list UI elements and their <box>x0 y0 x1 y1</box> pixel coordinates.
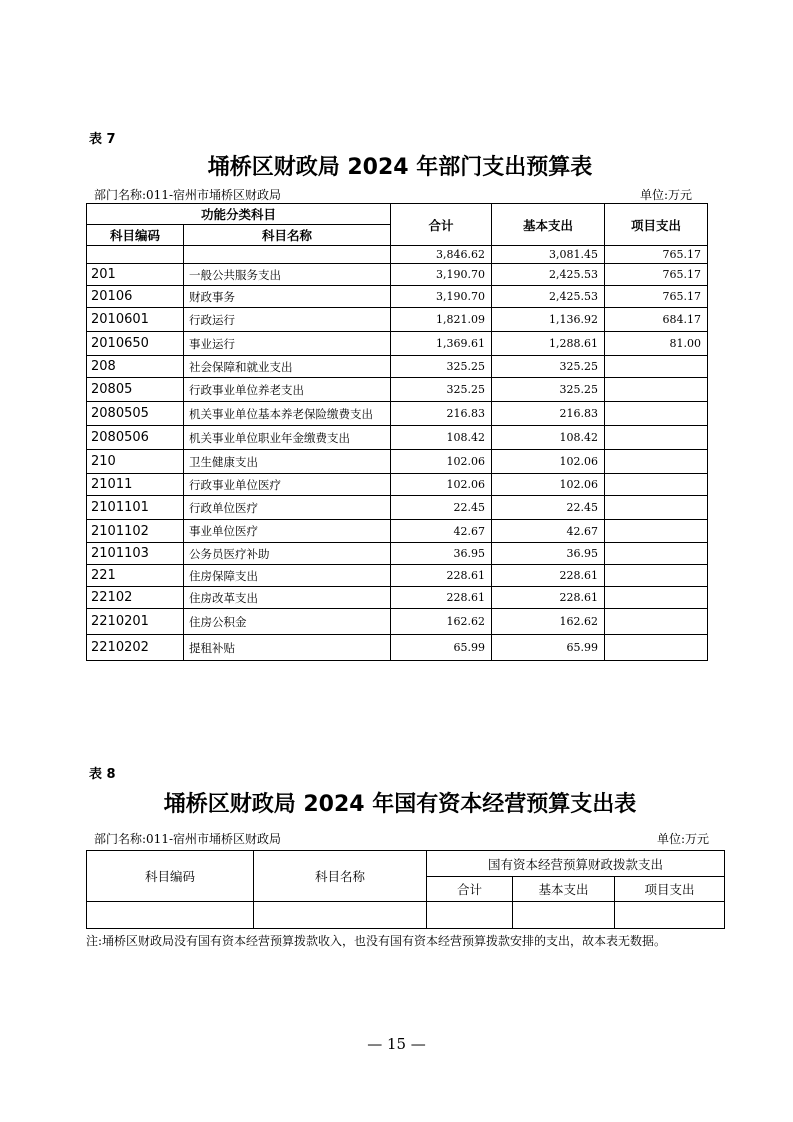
total-cell: 42.67 <box>391 520 492 543</box>
empty-cell <box>513 902 615 929</box>
total-cell: 102.06 <box>391 450 492 474</box>
subject-name-cell: 机关事业单位基本养老保险缴费支出 <box>184 402 391 426</box>
project-expenditure-cell <box>605 450 708 474</box>
total-cell: 3,846.62 <box>391 246 492 264</box>
subject-code-cell: 2080506 <box>87 426 184 450</box>
project-expenditure-cell: 765.17 <box>605 264 708 286</box>
subject-name-cell: 公务员医疗补助 <box>184 543 391 565</box>
project-expenditure-cell <box>605 543 708 565</box>
table-row <box>87 543 708 565</box>
subject-code-cell <box>87 246 184 264</box>
subject-name-cell: 行政单位医疗 <box>184 496 391 520</box>
table-row <box>87 308 708 332</box>
state-capital-expenditure-table <box>86 850 725 929</box>
total-cell: 22.45 <box>391 496 492 520</box>
subject-code-cell: 201 <box>87 264 184 286</box>
basic-expenditure-cell: 228.61 <box>492 587 605 609</box>
project-expenditure-cell <box>605 402 708 426</box>
table7-tag: 表 7 <box>89 132 116 147</box>
table-row <box>87 450 708 474</box>
project-expenditure-cell <box>605 496 708 520</box>
table-row <box>87 356 708 378</box>
basic-expenditure-cell: 22.45 <box>492 496 605 520</box>
subject-name-cell: 提租补贴 <box>184 635 391 661</box>
total-cell: 108.42 <box>391 426 492 450</box>
basic-expenditure-cell: 325.25 <box>492 378 605 402</box>
subject-code-cell: 221 <box>87 565 184 587</box>
basic-expenditure-cell: 2,425.53 <box>492 286 605 308</box>
basic-expenditure-cell: 162.62 <box>492 609 605 635</box>
table7-body <box>87 246 708 661</box>
project-expenditure-cell: 81.00 <box>605 332 708 356</box>
basic-expenditure-cell: 228.61 <box>492 565 605 587</box>
header-basic-expenditure: 基本支出 <box>513 877 615 902</box>
header-subject-code: 科目编码 <box>87 225 184 246</box>
table8-title: 埇桥区财政局 2024 年国有资本经营预算支出表 <box>163 792 637 817</box>
table7-unit: 单位:万元 <box>640 188 693 202</box>
basic-expenditure-cell: 108.42 <box>492 426 605 450</box>
empty-cell <box>254 902 427 929</box>
total-cell: 162.62 <box>391 609 492 635</box>
subject-name-cell: 事业单位医疗 <box>184 520 391 543</box>
table-row <box>87 402 708 426</box>
subject-name-cell: 住房保障支出 <box>184 565 391 587</box>
basic-expenditure-cell: 42.67 <box>492 520 605 543</box>
subject-code-cell: 20106 <box>87 286 184 308</box>
table-row <box>87 264 708 286</box>
total-cell: 36.95 <box>391 543 492 565</box>
project-expenditure-cell <box>605 520 708 543</box>
table-row <box>87 426 708 450</box>
project-expenditure-cell: 684.17 <box>605 308 708 332</box>
table-row <box>87 378 708 402</box>
subject-code-cell: 21011 <box>87 474 184 496</box>
table-row <box>87 496 708 520</box>
header-state-capital-group: 国有资本经营预算财政拨款支出 <box>427 851 725 877</box>
total-cell: 3,190.70 <box>391 264 492 286</box>
subject-name-cell: 一般公共服务支出 <box>184 264 391 286</box>
total-cell: 1,821.09 <box>391 308 492 332</box>
table8-unit: 单位:万元 <box>657 832 710 846</box>
header-subject-name: 科目名称 <box>184 225 391 246</box>
subject-code-cell: 210 <box>87 450 184 474</box>
project-expenditure-cell <box>605 609 708 635</box>
project-expenditure-cell <box>605 587 708 609</box>
basic-expenditure-cell: 3,081.45 <box>492 246 605 264</box>
header-total: 合计 <box>427 877 513 902</box>
subject-code-cell: 2080505 <box>87 402 184 426</box>
total-cell: 102.06 <box>391 474 492 496</box>
project-expenditure-cell <box>605 635 708 661</box>
total-cell: 325.25 <box>391 356 492 378</box>
subject-code-cell: 2101101 <box>87 496 184 520</box>
total-cell: 228.61 <box>391 565 492 587</box>
header-subject-code: 科目编码 <box>87 851 254 902</box>
header-total: 合计 <box>391 204 492 246</box>
subject-code-cell: 2010650 <box>87 332 184 356</box>
subject-code-cell: 2101103 <box>87 543 184 565</box>
basic-expenditure-cell: 2,425.53 <box>492 264 605 286</box>
subject-name-cell: 事业运行 <box>184 332 391 356</box>
table-row <box>87 609 708 635</box>
table8-note: 注:埇桥区财政局没有国有资本经营预算拨款收入，也没有国有资本经营预算拨款安排的支出，故本表无数据。 <box>86 934 667 948</box>
subject-name-cell: 住房改革支出 <box>184 587 391 609</box>
subject-name-cell <box>184 246 391 264</box>
header-basic-expenditure: 基本支出 <box>492 204 605 246</box>
subject-code-cell: 2210202 <box>87 635 184 661</box>
project-expenditure-cell: 765.17 <box>605 286 708 308</box>
total-cell: 65.99 <box>391 635 492 661</box>
total-cell: 228.61 <box>391 587 492 609</box>
basic-expenditure-cell: 65.99 <box>492 635 605 661</box>
table-row <box>87 635 708 661</box>
empty-cell <box>427 902 513 929</box>
subject-name-cell: 社会保障和就业支出 <box>184 356 391 378</box>
header-project-expenditure: 项目支出 <box>605 204 708 246</box>
total-cell: 325.25 <box>391 378 492 402</box>
table-row <box>87 246 708 264</box>
basic-expenditure-cell: 1,136.92 <box>492 308 605 332</box>
budget-expenditure-table <box>86 203 708 661</box>
total-cell: 3,190.70 <box>391 286 492 308</box>
project-expenditure-cell <box>605 378 708 402</box>
table-row <box>87 587 708 609</box>
subject-name-cell: 财政事务 <box>184 286 391 308</box>
table8-department: 部门名称:011-宿州市埇桥区财政局 <box>94 832 282 846</box>
subject-name-cell: 行政事业单位养老支出 <box>184 378 391 402</box>
subject-name-cell: 卫生健康支出 <box>184 450 391 474</box>
basic-expenditure-cell: 102.06 <box>492 450 605 474</box>
subject-code-cell: 22102 <box>87 587 184 609</box>
subject-code-cell: 2101102 <box>87 520 184 543</box>
basic-expenditure-cell: 102.06 <box>492 474 605 496</box>
table-row <box>87 474 708 496</box>
subject-code-cell: 2010601 <box>87 308 184 332</box>
subject-name-cell: 行政运行 <box>184 308 391 332</box>
project-expenditure-cell <box>605 474 708 496</box>
subject-code-cell: 2210201 <box>87 609 184 635</box>
empty-cell <box>87 902 254 929</box>
header-subject-name: 科目名称 <box>254 851 427 902</box>
subject-name-cell: 住房公积金 <box>184 609 391 635</box>
table-row <box>87 286 708 308</box>
project-expenditure-cell <box>605 565 708 587</box>
basic-expenditure-cell: 36.95 <box>492 543 605 565</box>
basic-expenditure-cell: 1,288.61 <box>492 332 605 356</box>
subject-name-cell: 行政事业单位医疗 <box>184 474 391 496</box>
page-number: — 15 — <box>367 1035 426 1053</box>
header-project-expenditure: 项目支出 <box>615 877 725 902</box>
header-function-category: 功能分类科目 <box>87 204 391 225</box>
table-row <box>87 565 708 587</box>
basic-expenditure-cell: 325.25 <box>492 356 605 378</box>
table7-title: 埇桥区财政局 2024 年部门支出预算表 <box>207 155 593 180</box>
project-expenditure-cell: 765.17 <box>605 246 708 264</box>
table-row <box>87 332 708 356</box>
subject-code-cell: 20805 <box>87 378 184 402</box>
table7-department: 部门名称:011-宿州市埇桥区财政局 <box>94 188 282 202</box>
project-expenditure-cell <box>605 426 708 450</box>
subject-name-cell: 机关事业单位职业年金缴费支出 <box>184 426 391 450</box>
table-row <box>87 520 708 543</box>
table8-tag: 表 8 <box>89 767 116 782</box>
project-expenditure-cell <box>605 356 708 378</box>
total-cell: 216.83 <box>391 402 492 426</box>
total-cell: 1,369.61 <box>391 332 492 356</box>
empty-cell <box>615 902 725 929</box>
subject-code-cell: 208 <box>87 356 184 378</box>
basic-expenditure-cell: 216.83 <box>492 402 605 426</box>
